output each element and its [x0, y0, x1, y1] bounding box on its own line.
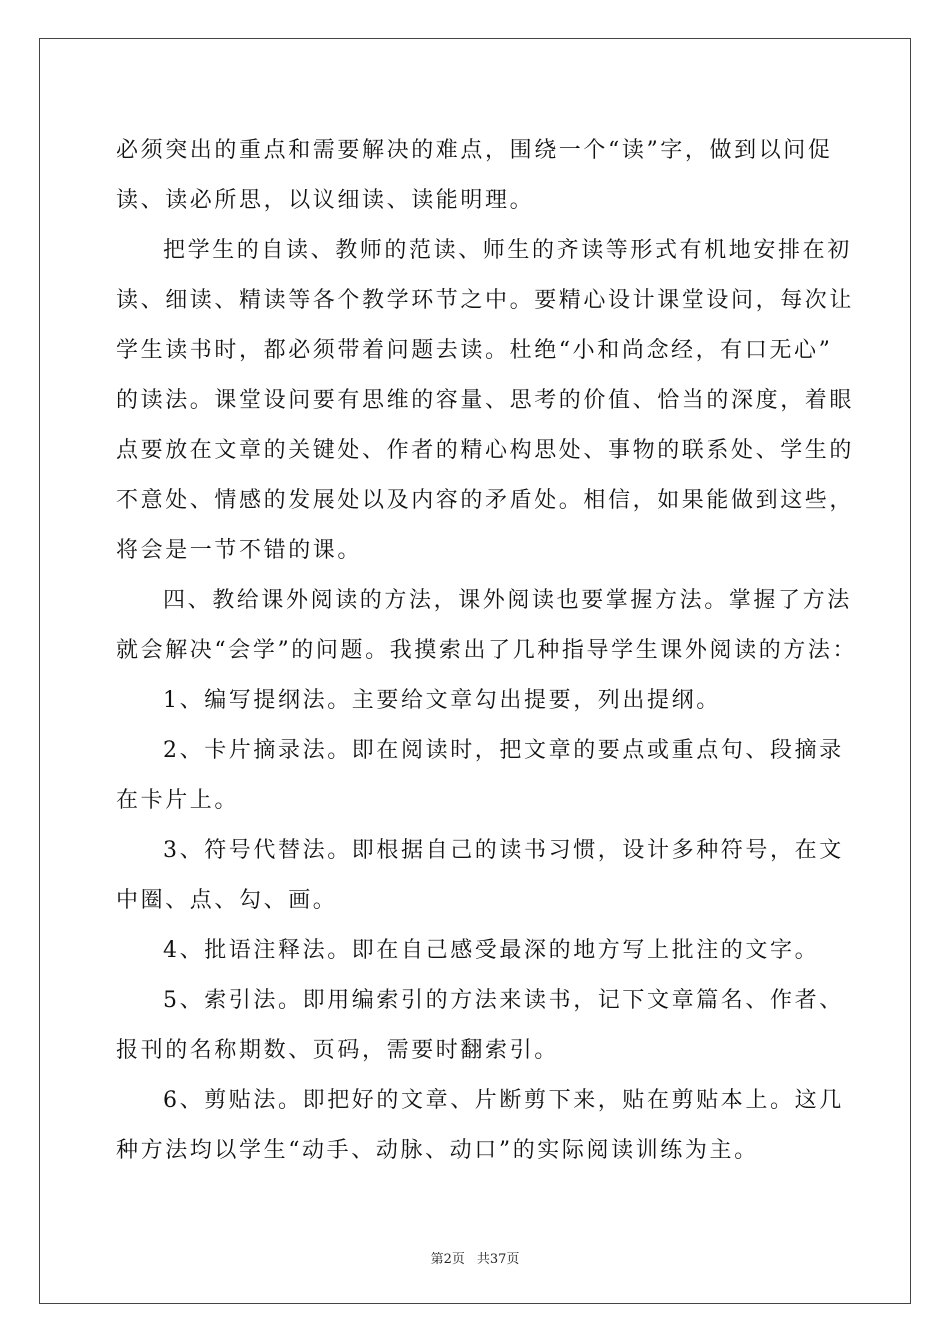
- text-line: 6、剪贴法。即把好的文章、片断剪下来，贴在剪贴本上。这几: [163, 1088, 844, 1113]
- text-line: 中圈、点、勾、画。: [116, 888, 338, 913]
- text-line: 四、教给课外阅读的方法，课外阅读也要掌握方法。掌握了方法: [163, 588, 852, 613]
- text-line: 在卡片上。: [116, 788, 240, 813]
- text-line: 5、索引法。即用编索引的方法来读书，记下文章篇名、作者、: [163, 988, 844, 1013]
- text-line: 点要放在文章的关键处、作者的精心构思处、事物的联系处、学生的: [116, 438, 855, 463]
- text-line: 4、批语注释法。即在自己感受最深的地方写上批注的文字。: [163, 938, 820, 963]
- text-line: 种方法均以学生“动手、动脉、动口”的实际阅读训练为主。: [116, 1138, 759, 1163]
- text-line: 报刊的名称期数、页码，需要时翻索引。: [116, 1038, 559, 1063]
- page-total: 共37页: [476, 1252, 520, 1267]
- text-line: 的读法。课堂设问要有思维的容量、思考的价值、恰当的深度，着眼: [116, 388, 855, 413]
- text-line: 不意处、情感的发展处以及内容的矛盾处。相信，如果能做到这些，: [116, 488, 855, 513]
- text-line: 把学生的自读、教师的范读、师生的齐读等形式有机地安排在初: [163, 238, 852, 263]
- page-number: 第2页: [430, 1252, 465, 1267]
- text-line: 1、编写提纲法。主要给文章勾出提要，列出提纲。: [163, 688, 721, 713]
- text-line: 3、符号代替法。即根据自己的读书习惯，设计多种符号，在文: [163, 838, 844, 863]
- text-line: 2、卡片摘录法。即在阅读时，把文章的要点或重点句、段摘录: [163, 738, 844, 763]
- text-line: 就会解决“会学”的问题。我摸索出了几种指导学生课外阅读的方法：: [116, 638, 858, 663]
- text-line: 必须突出的重点和需要解决的难点，围绕一个“读”字，做到以问促: [116, 138, 833, 163]
- page-footer: [0, 1248, 950, 1267]
- text-line: 读、读必所思，以议细读、读能明理。: [116, 188, 535, 213]
- text-line: 学生读书时，都必须带着问题去读。杜绝“小和尚念经，有口无心”: [116, 338, 833, 363]
- text-line: 将会是一节不错的课。: [116, 538, 363, 563]
- text-line: 读、细读、精读等各个教学环节之中。要精心设计课堂设问，每次让: [116, 288, 855, 313]
